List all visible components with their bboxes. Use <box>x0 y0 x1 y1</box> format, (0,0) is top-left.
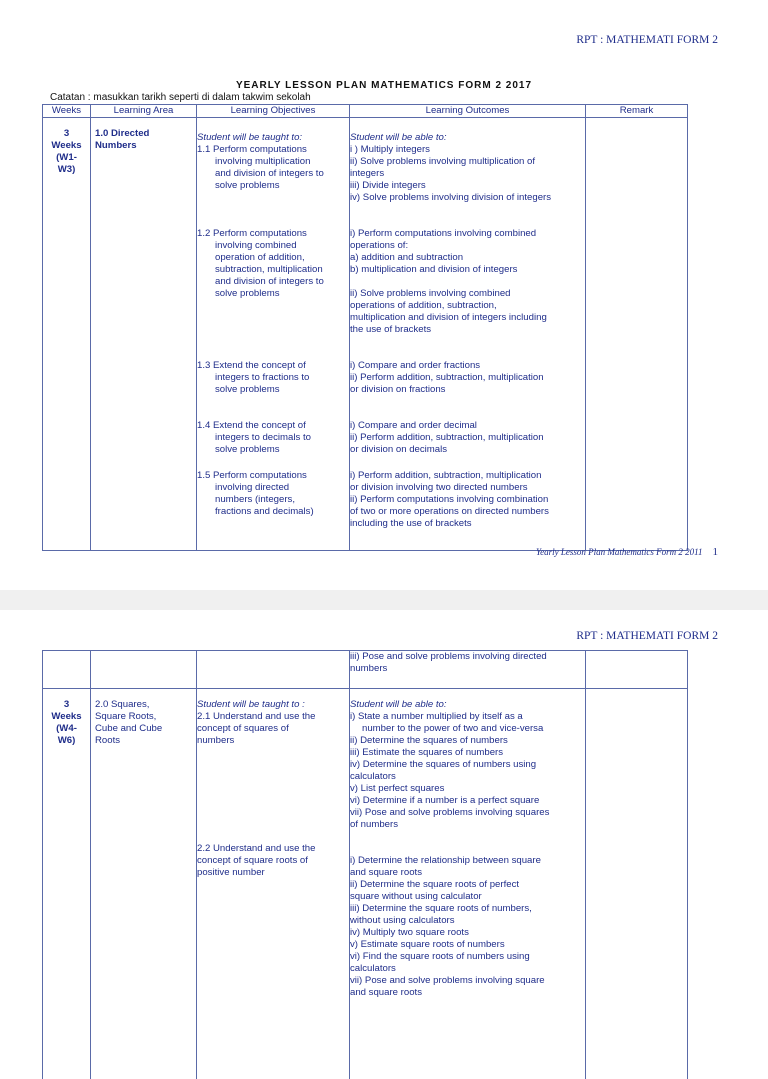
outcome-group-3: i) Compare and order fractions ii) Perform addition, subtraction, multiplication or division on fractions <box>350 360 585 396</box>
lesson-plan-table-1 <box>42 104 688 551</box>
remark-cell <box>586 118 688 551</box>
learning-outcomes-cell: Student will be able to: i ) Multiply integers ii) Solve problems involving multiplication of integers iii) Divide integers iv) Solve problems involving division of integers i) Perform computations involving combined operations of: a) addition and subtraction b) multiplication and division of integers ii) Solve problems involving combined operations of addition, subtraction, multiplication and division of integers including the use of brackets i) Compare and order fractions ii) Perform addition, subtraction, multiplication or division on fractions i) Compare and order decimal ii) Perform addition, subtraction, multiplication or division on decimals i) Perform addition, subtraction, multiplication or division involving two directed numbers ii) Perform computations involving combination of two or more operations on directed numbers including the use of brackets <box>350 118 586 551</box>
learning-objectives-cell: Student will be taught to: 1.1 Perform computations involving multiplication and division of integers to solve problems 1.2 Perform computations involving combined operation of addition, subtraction, multiplication and division of integers to solve problems 1.3 Extend the concept of integers to fractions to solve problems 1.4 Extend the concept of integers to decimals to solve problems 1.5 Perform computations involving directed numbers (integers, fractions and decimals) <box>197 118 350 551</box>
learning-objectives-cell: Student will be taught to : 2.1 Understand and use the concept of squares of numbers 2.2 Understand and use the concept of square roots of positive number <box>197 689 350 1079</box>
running-header: RPT : MATHEMATI FORM 2 <box>576 34 718 46</box>
outcome-group-5: i) Perform addition, subtraction, multiplication or division involving two directed numbers ii) Perform computations involving combination of two or more operations on directed numbers including the use of brackets <box>350 470 585 530</box>
outcome-group-2-1: i) State a number multiplied by itself as a number to the power of two and vice-versa ii) Determine the squares of numbers iii) Estimate the squares of numbers iv) Determine the squares of numbers using calculators v) List perfect squares vi) Determine if a number is a perfect square vii) Pose and solve problems involving squares of numbers <box>350 711 585 831</box>
weeks-cell: 3 Weeks (W4- W6) <box>43 689 91 1079</box>
col-header-weeks: Weeks <box>43 105 91 118</box>
outcome-group-1: i ) Multiply integers ii) Solve problems involving multiplication of integers iii) Divide integers iv) Solve problems involving division of integers <box>350 144 585 204</box>
learning-area-cell <box>91 651 197 689</box>
remark-cell <box>586 651 688 689</box>
learning-outcomes-cell: Student will be able to: i) State a number multiplied by itself as a number to the power of two and vice-versa ii) Determine the squares of numbers iii) Estimate the squares of numbers iv) Determine the squares of numbers using calculators v) List perfect squares vi) Determine if a number is a perfect square vii) Pose and solve problems involving squares of numbers i) Determine the relationship between square and square roots ii) Determine the square roots of perfect square without using calculator iii) Determine the square roots of numbers, without using calculators iv) Multiply two square roots v) Estimate square roots of numbers vi) Find the square roots of numbers using calculators vii) Pose and solve problems involving square and square roots <box>350 689 586 1079</box>
table-header-row <box>43 105 688 118</box>
note-text: Catatan : masukkan tarikh seperti di dalam takwim sekolah <box>50 92 311 103</box>
table-row <box>43 118 688 551</box>
page-2 <box>0 610 768 1024</box>
objective-1-5: 1.5 Perform computations involving directed numbers (integers, fractions and decimals) <box>197 470 349 518</box>
running-header: RPT : MATHEMATI FORM 2 <box>576 630 718 642</box>
learning-area-cell: 2.0 Squares, Square Roots, Cube and Cube Roots <box>91 689 197 1079</box>
table-row <box>43 689 688 1079</box>
col-header-learning-area: Learning Area <box>91 105 197 118</box>
outcome-group-4: i) Compare and order decimal ii) Perform addition, subtraction, multiplication or division on decimals <box>350 420 585 456</box>
outcome-group-2-2: i) Determine the relationship between square and square roots ii) Determine the square roots of perfect square without using calculator iii) Determine the square roots of numbers, without using calculators iv) Multiply two square roots v) Estimate square roots of numbers vi) Find the square roots of numbers using calculators vii) Pose and solve problems involving square and square roots <box>350 855 585 999</box>
col-header-learning-objectives: Learning Objectives <box>197 105 350 118</box>
table-row <box>43 651 688 689</box>
objective-1-4: 1.4 Extend the concept of integers to decimals to solve problems <box>197 420 349 456</box>
learning-objectives-cell <box>197 651 350 689</box>
learning-outcomes-cell: iii) Pose and solve problems involving directed numbers <box>350 651 586 689</box>
learning-area-cell: 1.0 Directed Numbers <box>91 118 197 551</box>
weeks-cell <box>43 651 91 689</box>
objective-2-1: 2.1 Understand and use the concept of squares of numbers <box>197 711 349 747</box>
page-separator <box>0 590 768 610</box>
weeks-cell: 3 Weeks (W1- W3) <box>43 118 91 551</box>
outcome-group-2: i) Perform computations involving combined operations of: a) addition and subtraction b) multiplication and division of integers ii) Solve problems involving combined operations of addition, subtraction, multiplication and division of integers including the use of brackets <box>350 228 585 336</box>
lesson-plan-table-2 <box>42 650 688 1079</box>
document-title: YEARLY LESSON PLAN MATHEMATICS FORM 2 2017 <box>0 80 768 91</box>
col-header-remark: Remark <box>586 105 688 118</box>
remark-cell <box>586 689 688 1079</box>
page-footer: Yearly Lesson Plan Mathematics Form 2 2011 1 <box>536 546 718 558</box>
objective-1-3: 1.3 Extend the concept of integers to fractions to solve problems <box>197 360 349 396</box>
objective-1-2: 1.2 Perform computations involving combined operation of addition, subtraction, multiplication and division of integers to solve problems <box>197 228 349 300</box>
col-header-learning-outcomes: Learning Outcomes <box>350 105 586 118</box>
objective-2-2: 2.2 Understand and use the concept of square roots of positive number <box>197 843 349 879</box>
objective-1-1: 1.1 Perform computations involving multiplication and division of integers to solve problems <box>197 144 349 192</box>
page-number: 1 <box>713 546 719 558</box>
